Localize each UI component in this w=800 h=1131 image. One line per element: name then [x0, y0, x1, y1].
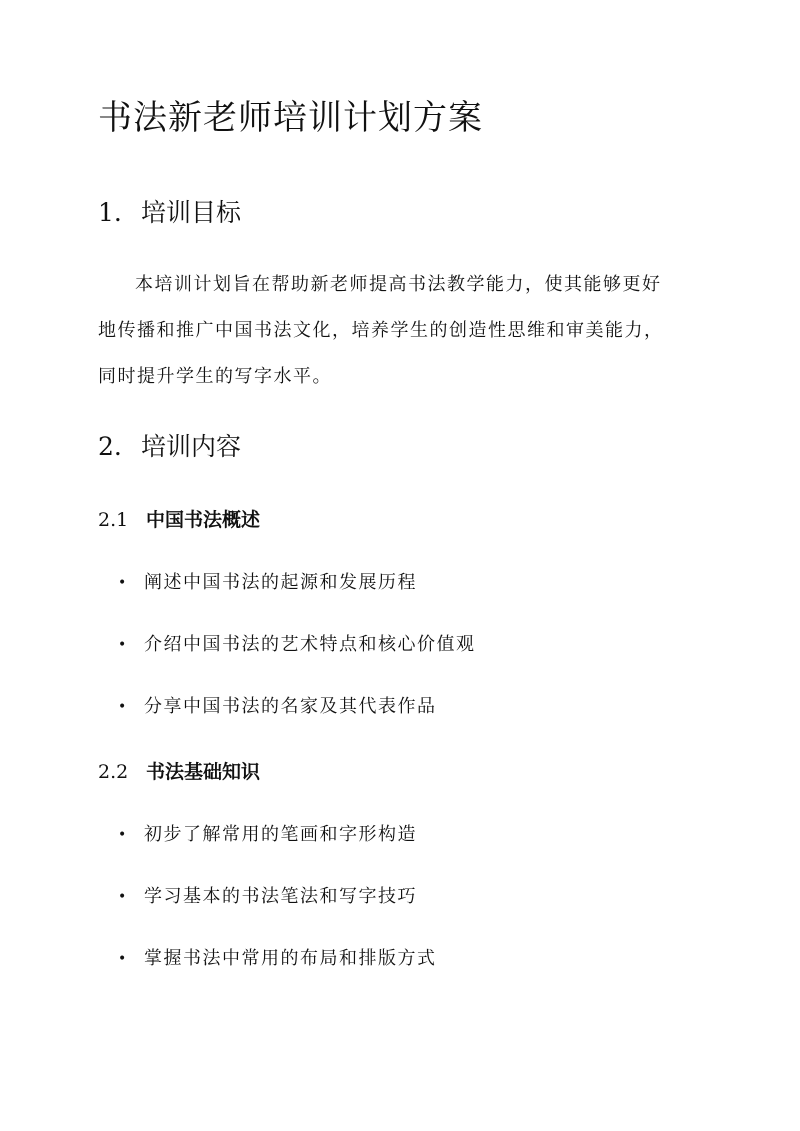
- subsection-heading: [98, 506, 260, 534]
- subsection-number: 2.2: [98, 761, 129, 783]
- section-number: 2.: [98, 432, 122, 461]
- list-item-text: 掌握书法中常用的布局和排版方式: [144, 948, 437, 969]
- section-title: 培训目标: [141, 198, 242, 227]
- subsection-title: 中国书法概述: [146, 509, 261, 531]
- section-number: 1.: [98, 198, 122, 227]
- subsection-title: 书法基础知识: [146, 761, 261, 783]
- list-item: [118, 946, 437, 972]
- list-item: [118, 694, 437, 720]
- section-title: 培训内容: [141, 432, 242, 461]
- list-item-text: 初步了解常用的笔画和字形构造: [144, 824, 417, 845]
- paragraph-line: 本培训计划旨在帮助新老师提高书法教学能力，使其能够更好: [135, 274, 662, 295]
- list-item-text: 学习基本的书法笔法和写字技巧: [144, 886, 417, 907]
- subsection-number: 2.1: [98, 509, 129, 531]
- paragraph-line: 同时提升学生的写字水平。: [98, 366, 332, 387]
- bullet-icon: •: [118, 575, 128, 591]
- list-item-text: 分享中国书法的名家及其代表作品: [144, 696, 437, 717]
- section-heading: [98, 430, 241, 464]
- section-heading: [98, 196, 241, 230]
- bullet-icon: •: [118, 699, 128, 715]
- list-item-text: 介绍中国书法的艺术特点和核心价值观: [144, 634, 476, 655]
- list-item: [118, 632, 476, 658]
- list-item-text: 阐述中国书法的起源和发展历程: [144, 572, 417, 593]
- list-item: [118, 570, 417, 596]
- bullet-icon: •: [118, 827, 128, 843]
- list-item: [118, 884, 417, 910]
- section-paragraph: [98, 262, 708, 400]
- subsection-heading: [98, 758, 260, 786]
- bullet-icon: •: [118, 637, 128, 653]
- document-title: 书法新老师培训计划方案: [98, 98, 483, 138]
- bullet-icon: •: [118, 889, 128, 905]
- paragraph-line: 地传播和推广中国书法文化，培养学生的创造性思维和审美能力，: [98, 320, 664, 341]
- list-item: [118, 822, 417, 848]
- bullet-icon: •: [118, 951, 128, 967]
